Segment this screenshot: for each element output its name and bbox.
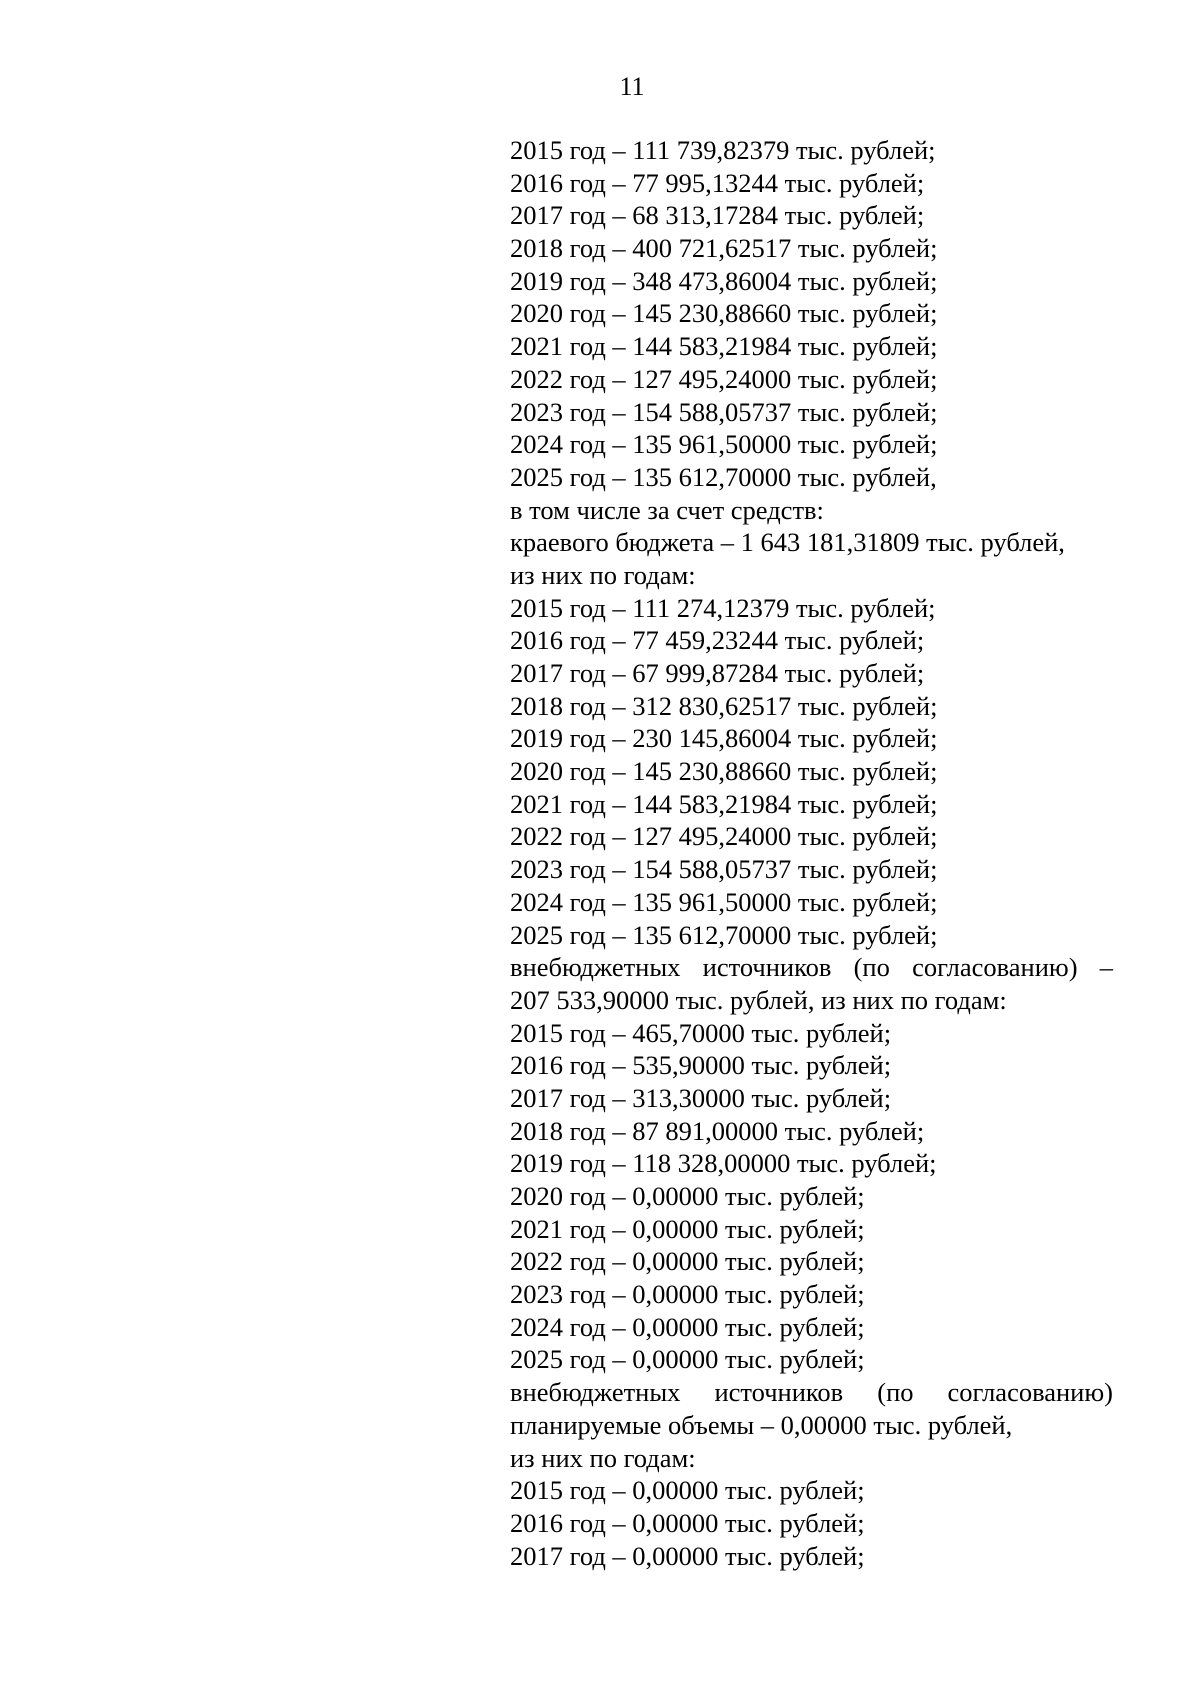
text-line: 2016 год – 535,90000 тыс. рублей; xyxy=(510,1050,892,1081)
text-line: 2025 год – 135 612,70000 тыс. рублей, xyxy=(510,461,937,492)
text-line: 2016 год – 0,00000 тыс. рублей; xyxy=(510,1507,865,1538)
text-line: 2015 год – 465,70000 тыс. рублей; xyxy=(510,1017,892,1048)
text-line: 2016 год – 77 459,23244 тыс. рублей; xyxy=(510,625,925,656)
document-body xyxy=(510,134,1113,1572)
text-line: из них по годам: xyxy=(510,559,696,590)
text-line: 2019 год – 230 145,86004 тыс. рублей; xyxy=(510,723,938,754)
text-line: 2018 год – 87 891,00000 тыс. рублей; xyxy=(510,1115,925,1146)
text-line: краевого бюджета – 1 643 181,31809 тыс. рублей, xyxy=(510,527,1065,558)
text-line: 2022 год – 127 495,24000 тыс. рублей; xyxy=(510,363,938,394)
text-line: 2024 год – 135 961,50000 тыс. рублей; xyxy=(510,429,938,460)
text-line: 2023 год – 154 588,05737 тыс. рублей; xyxy=(510,854,938,885)
text-line: 207 533,90000 тыс. рублей, из них по годам: xyxy=(510,984,1007,1015)
text-line: внебюджетных источников (по согласованию) xyxy=(510,1377,1113,1408)
text-line: 2024 год – 0,00000 тыс. рублей; xyxy=(510,1311,865,1342)
text-line: 2025 год – 0,00000 тыс. рублей; xyxy=(510,1344,865,1375)
text-line: 2018 год – 312 830,62517 тыс. рублей; xyxy=(510,690,938,721)
text-line: 2025 год – 135 612,70000 тыс. рублей; xyxy=(510,919,938,950)
text-line: 2017 год – 67 999,87284 тыс. рублей; xyxy=(510,658,925,688)
page-number: 11 xyxy=(619,72,645,101)
text-line: 2018 год – 400 721,62517 тыс. рублей; xyxy=(510,233,938,264)
text-line: 2022 год – 127 495,24000 тыс. рублей; xyxy=(510,821,938,852)
text-line: 2015 год – 0,00000 тыс. рублей; xyxy=(510,1475,865,1506)
text-line: в том числе за счет средств: xyxy=(510,494,824,525)
text-line: 2023 год – 0,00000 тыс. рублей; xyxy=(510,1279,865,1310)
text-line: 2020 год – 145 230,88660 тыс. рублей; xyxy=(510,756,938,787)
text-line: 2021 год – 144 583,21984 тыс. рублей; xyxy=(510,331,938,362)
text-line: 2016 год – 77 995,13244 тыс. рублей; xyxy=(510,167,925,198)
text-line: 2017 год – 0,00000 тыс. рублей; xyxy=(510,1540,865,1571)
text-line: 2024 год – 135 961,50000 тыс. рублей; xyxy=(510,886,938,917)
text-line: 2023 год – 154 588,05737 тыс. рублей; xyxy=(510,396,938,427)
text-line: внебюджетных источников (по согласованию) – xyxy=(510,952,1113,983)
text-line: 2015 год – 111 739,82379 тыс. рублей; xyxy=(510,135,936,165)
text-line: из них по годам: xyxy=(510,1442,696,1473)
text-line: 2019 год – 348 473,86004 тыс. рублей; xyxy=(510,265,938,296)
text-line: 2021 год – 144 583,21984 тыс. рублей; xyxy=(510,788,938,819)
text-line: 2017 год – 313,30000 тыс. рублей; xyxy=(510,1082,892,1113)
text-line: 2019 год – 118 328,00000 тыс. рублей; xyxy=(510,1148,937,1179)
text-line: 2015 год – 111 274,12379 тыс. рублей; xyxy=(510,592,936,623)
text-line: 2020 год – 0,00000 тыс. рублей; xyxy=(510,1181,865,1211)
text-line: 2022 год – 0,00000 тыс. рублей; xyxy=(510,1246,865,1277)
text-line: 2020 год – 145 230,88660 тыс. рублей; xyxy=(510,298,938,329)
text-line: 2017 год – 68 313,17284 тыс. рублей; xyxy=(510,200,925,231)
text-line: планируемые объемы – 0,00000 тыс. рублей, xyxy=(510,1409,1013,1440)
text-line: 2021 год – 0,00000 тыс. рублей; xyxy=(510,1213,865,1244)
